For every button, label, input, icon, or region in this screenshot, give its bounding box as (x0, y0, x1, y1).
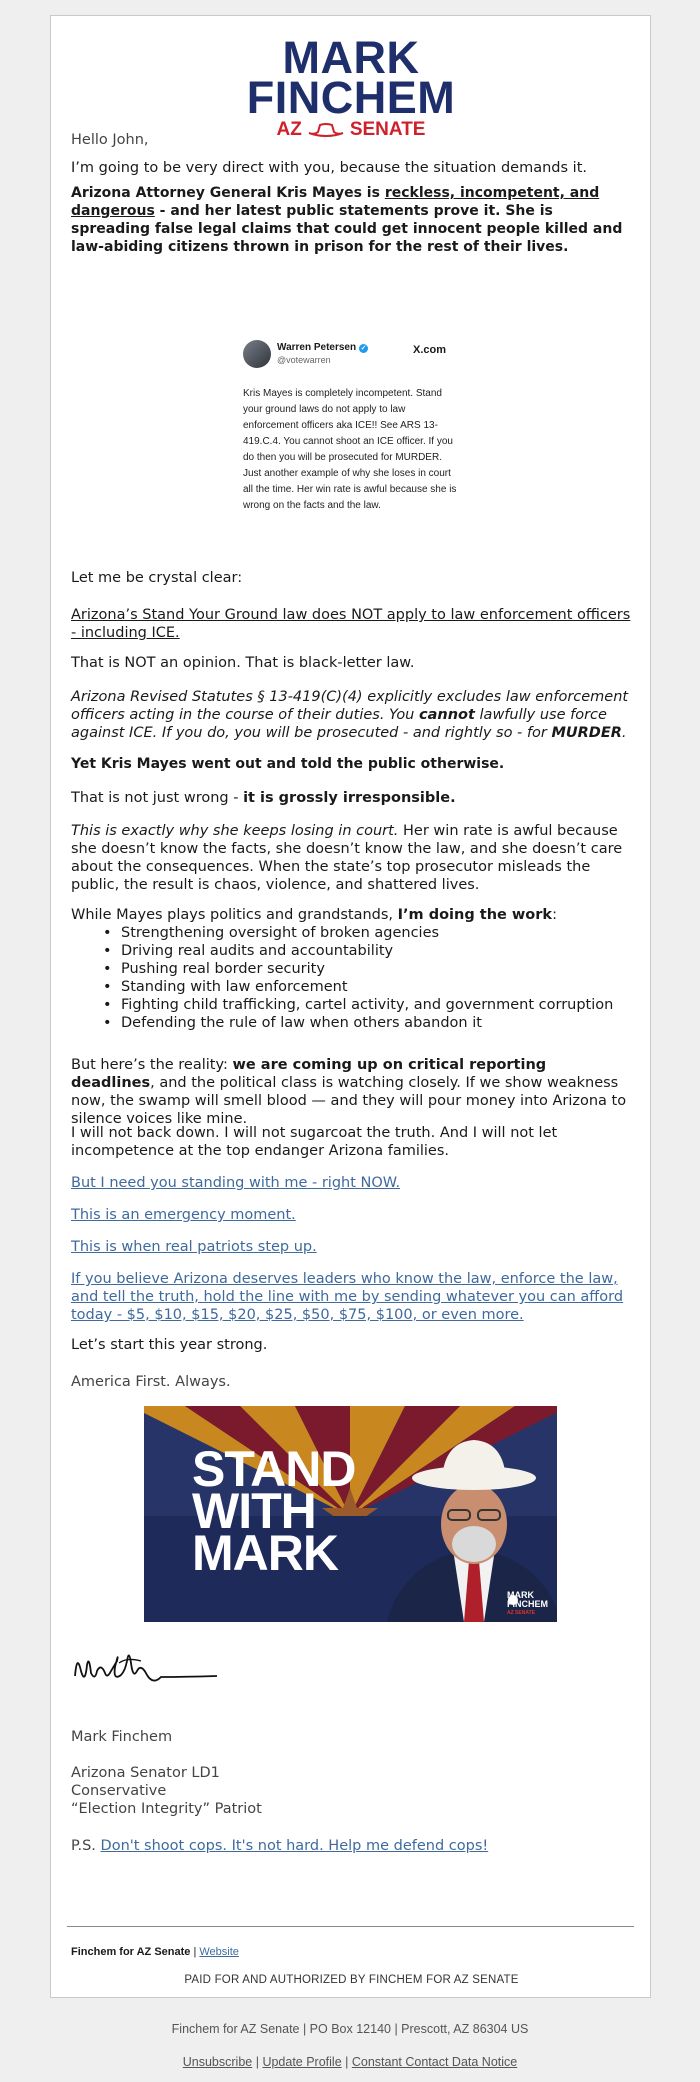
losing-paragraph (71, 822, 632, 894)
data-notice-link[interactable]: Constant Contact Data Notice (351, 2055, 518, 2069)
footer-links-sep: | (252, 2055, 263, 2069)
signer-name: Mark Finchem (71, 1729, 173, 1745)
signature-icon (71, 1641, 221, 1691)
wrong-line (71, 789, 632, 807)
work-list (103, 924, 623, 1032)
logo-senate: SENATE (349, 119, 426, 140)
tweet-author-name: Warren Petersen (277, 342, 357, 353)
statute-a: Arizona Revised Statutes § 13-419(C)(4) explicitly excludes law enforcement officers acting in the course of their duties. You (71, 689, 629, 723)
footer-divider (67, 1926, 634, 1927)
greeting: Hello John, (71, 132, 149, 148)
campaign-logo (246, 32, 456, 141)
donate-link-1[interactable]: But I need you standing with me - right NOW. (71, 1175, 401, 1191)
logo-az: AZ (276, 119, 302, 140)
unsubscribe-link[interactable]: Unsubscribe (182, 2055, 253, 2069)
banner-mini-logo (507, 1591, 548, 1618)
opinion-line: That is NOT an opinion. That is black-letter law. (71, 655, 415, 671)
start-line: Let’s start this year strong. (71, 1337, 268, 1353)
headline-underlined: reckless, incompetent, and dangerous (71, 185, 600, 219)
banner-headline (192, 1441, 356, 1581)
signer-title-3: “Election Integrity” Patriot (71, 1801, 262, 1817)
america-first-line: America First. Always. (71, 1374, 231, 1390)
donate-link-4[interactable]: If you believe Arizona deserves leaders who know the law, enforce the law, and tell the truth, hold the line with me by sending whatever you can afford today - $5, $10, $15, $20, $25, $50, $75, $100, or even more. (71, 1271, 624, 1323)
avatar (243, 340, 271, 368)
banner-mini-1: MARK (507, 1590, 534, 1600)
list-item: • Defending the rule of law when others abandon it (103, 1014, 623, 1032)
banner-line-2: WITH (192, 1483, 316, 1539)
email-card (50, 15, 651, 1998)
footer-links-sep: | (341, 2055, 352, 2069)
tweet-embed (241, 338, 461, 554)
list-item: • Strengthening oversight of broken agencies (103, 924, 623, 942)
reality-a: But here’s the reality: (71, 1057, 233, 1073)
logo-line-2: FINCHEM (246, 72, 456, 123)
losing-b: Her win rate is awful because she doesn’t know the facts, she doesn’t know the law, and she doesn’t care about the consequences. When the state’s top prosecutor misleads the public, the result is chaos, violence, and shattered lives. (71, 823, 623, 893)
statute-e: . (621, 725, 627, 741)
statute-c: lawfully use force against ICE. If you do, you will be prosecuted - and rightly so - for (71, 707, 607, 741)
headline-part2: - and her latest public statements prove it. She is spreading false legal claims that could get innocent people killed and law-abiding citizens thrown in prison for the rest of their lives. (71, 203, 623, 255)
reality-c: , and the political class is watching closely. If we show weakness now, the swamp will smell blood — and they will pour money into Arizona to silence voices like mine. (71, 1075, 627, 1127)
donate-link-3[interactable]: This is when real patriots step up. (71, 1239, 317, 1255)
list-item: • Driving real audits and accountability (103, 942, 623, 960)
list-item: • Pushing real border security (103, 960, 623, 978)
website-link[interactable]: Website (199, 1946, 239, 1958)
stand-with-mark-banner (144, 1406, 557, 1622)
footer-links (0, 2055, 700, 2069)
while-a: While Mayes plays politics and grandstands, (71, 907, 398, 923)
losing-a: This is exactly why she keeps losing in court. (71, 823, 399, 839)
donate-link-2[interactable]: This is an emergency moment. (71, 1207, 296, 1223)
footer-org: Finchem for AZ Senate (71, 1946, 191, 1958)
wrong-b: it is grossly irresponsible. (243, 790, 456, 806)
syg-statement: Arizona’s Stand Your Ground law does NOT apply to law enforcement officers - including ICE. (71, 607, 631, 641)
ps-line (71, 1837, 632, 1855)
statute-paragraph (71, 688, 632, 742)
statute-d: MURDER (551, 725, 622, 741)
ps-label: P.S. (71, 1838, 101, 1854)
intro-paragraph: I’m going to be very direct with you, because the situation demands it. (71, 160, 587, 176)
paid-for-disclaimer: PAID FOR AND AUTHORIZED BY FINCHEM FOR AZ SENATE (184, 1974, 519, 1986)
signer-title-2: Conservative (71, 1783, 167, 1799)
while-b: I’m doing the work (397, 907, 553, 923)
reality-paragraph (71, 1056, 632, 1128)
mailing-address: Finchem for AZ Senate | PO Box 12140 | Prescott, AZ 86304 US (171, 2022, 529, 2036)
tweet-author (277, 342, 368, 353)
yet-line: Yet Kris Mayes went out and told the public otherwise. (71, 756, 505, 772)
ps-link[interactable]: Don't shoot cops. It's not hard. Help me defend cops! (100, 1838, 489, 1854)
logo-line-1: MARK (282, 32, 420, 83)
tweet-text: Kris Mayes is completely incompetent. Stand your ground laws do not apply to law enforcement officers aka ICE!! See ARS 13-419.C.4. You cannot shoot an ICE officer. If you do then you will be prosecuted for MURDER. Just another example of why she loses in court all the time. Her win rate is awful because she is wrong on the facts and the law. (243, 388, 457, 511)
list-item: • Standing with law enforcement (103, 978, 623, 996)
update-profile-link[interactable]: Update Profile (262, 2055, 342, 2069)
banner-line-3: MARK (192, 1525, 338, 1581)
headline-part1: Arizona Attorney General Kris Mayes is (71, 185, 385, 201)
while-c: : (552, 907, 557, 923)
headline-paragraph (71, 184, 632, 256)
statute-b: cannot (419, 707, 475, 723)
reality-b: we are coming up on critical reporting deadlines (71, 1057, 547, 1091)
banner-mini-3: AZ SENATE (507, 1610, 535, 1616)
tweet-source: X.com (413, 344, 447, 356)
verified-badge-icon: ✓ (360, 345, 367, 352)
banner-line-1: STAND (192, 1441, 356, 1497)
signer-title-1: Arizona Senator LD1 (71, 1765, 220, 1781)
while-line (71, 906, 632, 924)
banner-mini-2: FINCHEM (507, 1599, 548, 1609)
wrong-a: That is not just wrong - (71, 790, 244, 806)
footer-sep: | (190, 1946, 200, 1958)
footer-org-line (71, 1946, 239, 1958)
clear-line: Let me be crystal clear: (71, 570, 243, 586)
backdown-paragraph: I will not back down. I will not sugarcoat the truth. And I will not let incompetence at the top endanger Arizona families. (71, 1125, 558, 1159)
list-item: • Fighting child trafficking, cartel activity, and government corruption (103, 996, 623, 1014)
tweet-handle: @votewarren (277, 355, 331, 365)
